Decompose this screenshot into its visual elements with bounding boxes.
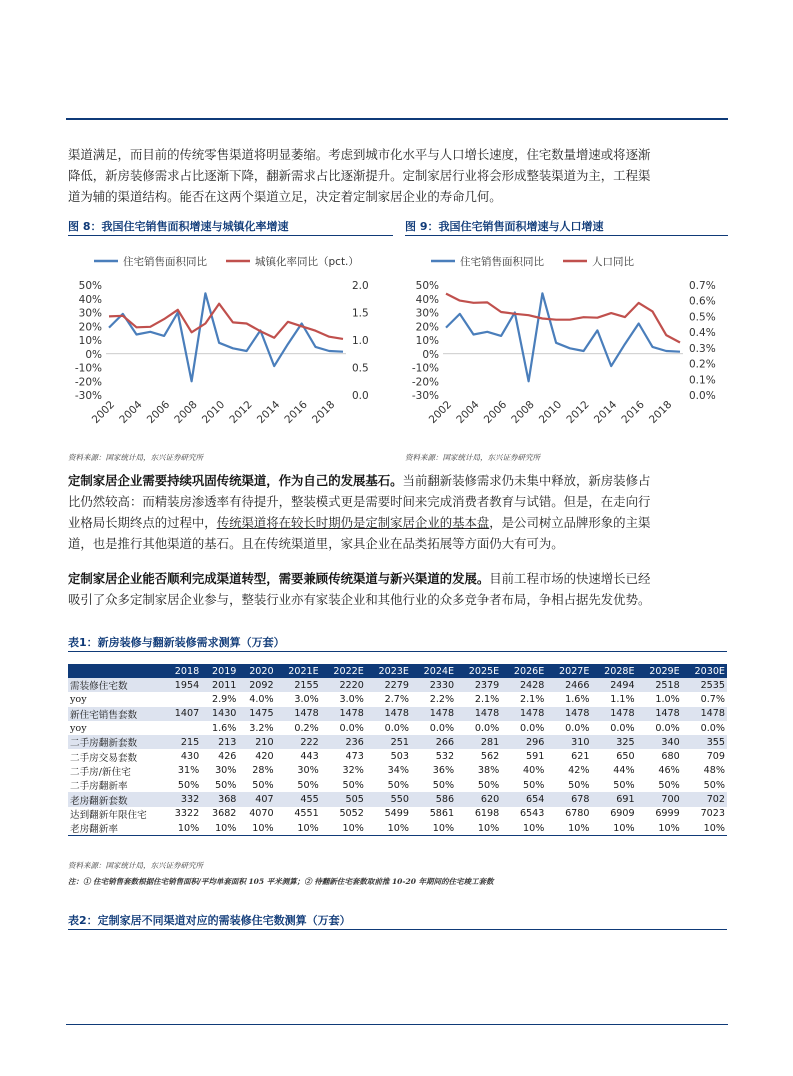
table-cell: 2330 xyxy=(411,678,456,692)
table-cell: 310 xyxy=(546,735,591,749)
table-cell: 50% xyxy=(297,779,319,791)
left-axis-tick: -10% xyxy=(74,362,102,375)
paragraph-bold-lead: 定制家居企业能否顺利完成渠道转型，需要兼顾传统渠道与新兴渠道的发展。 xyxy=(68,571,490,586)
right-axis-tick: 0.4% xyxy=(689,327,716,340)
table-cell: 10% xyxy=(366,821,411,836)
row-label: 新住宅销售套数 xyxy=(68,707,164,721)
table-cell: 3682 xyxy=(211,808,237,820)
table-cell: 2518 xyxy=(637,678,682,692)
table-cell: 700 xyxy=(637,792,682,806)
row-label: 老房翻新率 xyxy=(68,821,164,836)
table-cell: 46% xyxy=(658,765,680,777)
table-cell: 50% xyxy=(177,779,200,791)
table-cell: 1.6% xyxy=(212,722,237,734)
table-cell: 222 xyxy=(276,735,321,749)
x-axis-tick: 2016 xyxy=(282,398,310,427)
table-cell: 473 xyxy=(345,751,364,763)
table-cell: 420 xyxy=(255,751,274,763)
table-cell: 2466 xyxy=(546,678,591,692)
table-cell: 10% xyxy=(637,821,682,836)
right-axis-tick: 0.7% xyxy=(689,280,716,292)
figure-9-title: 图 9：我国住宅销售面积增速与人口增速 xyxy=(405,220,604,233)
figure-8-chart xyxy=(66,245,396,445)
figure-8-source: 资料来源：国家统计局，东兴证券研究所 xyxy=(68,453,203,462)
table-cell: 680 xyxy=(661,751,680,763)
table-cell: 210 xyxy=(238,735,275,749)
table-cell: 6543 xyxy=(519,808,545,820)
paragraph-bold-lead: 定制家居企业需要持续巩固传统渠道，作为自己的发展基石。 xyxy=(68,473,403,488)
table-cell: 550 xyxy=(366,792,411,806)
table-cell: 0.7% xyxy=(700,693,725,705)
left-axis-tick: 0% xyxy=(422,348,439,361)
right-axis-tick: 0.0% xyxy=(689,390,716,402)
x-axis-tick: 2006 xyxy=(481,398,510,427)
right-axis-tick: 0.1% xyxy=(689,374,716,387)
table-header-cell: 2026E xyxy=(501,664,546,678)
row-label: 二手房交易套数 xyxy=(70,752,138,764)
left-axis-tick: -30% xyxy=(74,390,102,402)
table-cell: 296 xyxy=(501,735,546,749)
table-header-cell: 2028E xyxy=(591,664,636,678)
table-header-cell: 2023E xyxy=(366,664,411,678)
table-cell: 281 xyxy=(456,735,501,749)
table-header-cell: 2022E xyxy=(321,664,366,678)
table-cell: 1.1% xyxy=(610,693,635,705)
table-header-cell: 2020 xyxy=(238,664,275,678)
intro-line: 道为辅的渠道结构。能否在这两个渠道立足，决定着定制家居企业的寿命几何。 xyxy=(68,189,502,204)
table-cell: 1478 xyxy=(456,707,501,721)
table-cell: 650 xyxy=(616,751,635,763)
table-cell: 7023 xyxy=(700,808,725,820)
right-axis-tick: 0.3% xyxy=(689,342,716,355)
table-cell: 0.0% xyxy=(519,722,545,734)
x-axis-tick: 2010 xyxy=(536,398,565,427)
table-cell: 332 xyxy=(164,792,201,806)
table-cell: 10% xyxy=(456,821,501,836)
table-row xyxy=(68,707,727,721)
row-label: 二手房翻新率 xyxy=(70,781,128,793)
table-cell: 1478 xyxy=(591,707,636,721)
chart-legend xyxy=(94,255,359,268)
right-axis-tick: 0.2% xyxy=(689,358,716,371)
table-cell: 2220 xyxy=(321,678,366,692)
table-cell: 38% xyxy=(477,765,500,777)
table-cell: 10% xyxy=(546,821,591,836)
table-cell: 532 xyxy=(435,751,455,763)
table-cell: 40% xyxy=(523,765,545,777)
table-1-note: 注：① 住宅销售套数根据住宅销售面积/平均单套面积 105 平米测算；② 待翻新住宅套数取前推 10-20 年期间的住宅竣工套数 xyxy=(68,877,494,886)
table-cell: 1.6% xyxy=(565,693,590,705)
table-cell: 4551 xyxy=(294,808,319,820)
table-cell: 2379 xyxy=(456,678,501,692)
table-cell: 48% xyxy=(703,765,725,777)
table-cell: 0.0% xyxy=(429,722,455,734)
table-cell: 3.2% xyxy=(249,722,274,734)
figure-9-source: 资料来源：国家统计局，东兴证券研究所 xyxy=(405,453,540,462)
table-cell: 0.0% xyxy=(474,722,500,734)
table-cell: 42% xyxy=(568,765,590,777)
table-header-row xyxy=(68,664,727,678)
table-row xyxy=(68,678,727,692)
x-axis-tick: 2002 xyxy=(426,398,455,427)
table-cell: 2.1% xyxy=(474,693,500,705)
table-cell: 407 xyxy=(238,792,275,806)
table-header-cell: 2027E xyxy=(546,664,591,678)
header-rule xyxy=(66,118,728,120)
table-cell: 50% xyxy=(658,779,680,791)
table-cell: 2279 xyxy=(366,678,411,692)
table-cell: 0.0% xyxy=(700,722,725,734)
footer-rule xyxy=(66,1024,728,1025)
table-cell: 236 xyxy=(321,735,366,749)
table-cell: 430 xyxy=(180,751,200,763)
table-cell: 1478 xyxy=(546,707,591,721)
right-axis-tick: 0.5 xyxy=(352,362,369,375)
table-cell: 3322 xyxy=(174,808,200,820)
table-cell: 50% xyxy=(523,779,545,791)
x-axis-tick: 2016 xyxy=(619,398,647,427)
table-1-title: 表1：新房装修与翻新装修需求测算（万套） xyxy=(68,636,285,649)
x-axis-tick: 2008 xyxy=(172,398,200,427)
figure-9-rule xyxy=(405,235,728,236)
table-cell: 1478 xyxy=(501,707,546,721)
table-cell: 1478 xyxy=(411,707,456,721)
table-header-cell: 2029E xyxy=(637,664,682,678)
x-axis-tick: 2006 xyxy=(144,398,173,427)
table-cell: 0.0% xyxy=(384,722,409,734)
left-axis-tick: 50% xyxy=(78,280,102,292)
table-header-cell: 2021E xyxy=(276,664,321,678)
table-cell: 586 xyxy=(411,792,456,806)
left-axis-tick: 10% xyxy=(415,335,439,347)
table-cell: 10% xyxy=(501,821,546,836)
right-axis-tick: 0.5% xyxy=(689,311,716,324)
table-header-cell: 2024E xyxy=(411,664,456,678)
table-cell: 44% xyxy=(613,765,635,777)
table-cell: 503 xyxy=(390,751,409,763)
x-axis-tick: 2018 xyxy=(309,398,338,427)
table-header-cell: 2030E xyxy=(682,664,727,678)
table-header-cell: 2019 xyxy=(201,664,238,678)
underlined-text: 传统渠道将在较长时期仍是定制家居企业的基本盘 xyxy=(216,515,490,530)
table-cell: 443 xyxy=(300,751,319,763)
table-cell: 6999 xyxy=(655,808,680,820)
table-cell: 340 xyxy=(637,735,682,749)
table-cell: 10% xyxy=(321,821,366,836)
left-axis-tick: 10% xyxy=(78,335,102,347)
table-row xyxy=(68,778,727,792)
table-cell: 621 xyxy=(571,751,590,763)
table-cell: 10% xyxy=(682,821,727,836)
left-axis-tick: 40% xyxy=(415,293,439,306)
table-cell: 34% xyxy=(387,765,409,777)
table-cell: 31% xyxy=(177,765,200,777)
paragraph-text: 吸引了众多定制家居企业参与，整装行业亦有家装企业和其他行业的众多竞争者布局，争相占据先发优势。 xyxy=(68,592,651,607)
right-axis-tick: 1.0 xyxy=(352,335,369,347)
table-row xyxy=(68,807,727,821)
table-cell: 426 xyxy=(218,751,237,763)
table-cell: 1478 xyxy=(637,707,682,721)
x-axis-tick: 2010 xyxy=(199,398,228,427)
table-cell: 1954 xyxy=(164,678,201,692)
table-cell: 50% xyxy=(215,779,237,791)
table-cell: 1407 xyxy=(164,707,201,721)
table-cell: 6198 xyxy=(474,808,500,820)
table-cell: 4070 xyxy=(249,808,274,820)
table-cell: 5499 xyxy=(384,808,409,820)
paragraph-text: 目前工程市场的快速增长已经 xyxy=(489,571,651,586)
right-axis-tick: 2.0 xyxy=(352,280,369,292)
table-cell: 691 xyxy=(591,792,636,806)
table-cell: 30% xyxy=(215,765,237,777)
right-axis-tick: 0.6% xyxy=(689,295,716,308)
table-cell: 28% xyxy=(252,765,274,777)
table-cell: 620 xyxy=(456,792,501,806)
table-cell: 213 xyxy=(201,735,238,749)
figure-8-title: 图 8：我国住宅销售面积增速与城镇化率增速 xyxy=(68,220,289,233)
table-cell: 2535 xyxy=(682,678,727,692)
table-cell: 1478 xyxy=(321,707,366,721)
paragraph-traditional-channel xyxy=(68,470,728,554)
table-cell: 2011 xyxy=(201,678,238,692)
table-cell: 1478 xyxy=(682,707,727,721)
row-label: 需装修住宅数 xyxy=(68,678,164,692)
left-axis-tick: 20% xyxy=(415,321,439,334)
table-cell: 6909 xyxy=(610,808,635,820)
table-row xyxy=(68,792,727,806)
left-axis-tick: 30% xyxy=(78,307,102,320)
x-axis-tick: 2002 xyxy=(89,398,118,427)
table-row xyxy=(68,692,727,706)
table-cell: 0.0% xyxy=(339,722,364,734)
table-cell: 562 xyxy=(480,751,500,763)
table-cell: 368 xyxy=(201,792,238,806)
table-row xyxy=(68,764,727,778)
paragraph-text: 比仍然较高：而精装房渗透率有待提升，整装模式更是需要时间来完成消费者教育与试错。但是，在走向行 xyxy=(68,494,651,509)
table-cell: 709 xyxy=(706,751,725,763)
left-axis-tick: 40% xyxy=(78,293,102,306)
table-cell: 36% xyxy=(432,765,455,777)
table-cell: 1478 xyxy=(276,707,321,721)
chart-legend xyxy=(431,255,634,268)
intro-line: 渠道满足，而目前的传统零售渠道将明显萎缩。考虑到城市化水平与人口增长速度，住宅数量增速或将逐渐 xyxy=(68,147,651,162)
table-cell: 678 xyxy=(546,792,591,806)
table-1 xyxy=(68,664,727,836)
table-cell: 5861 xyxy=(429,808,455,820)
figure-8-rule xyxy=(68,235,393,236)
table-cell: 702 xyxy=(682,792,727,806)
table-cell: 10% xyxy=(238,821,275,836)
table-cell: 2428 xyxy=(501,678,546,692)
left-axis-tick: -20% xyxy=(74,376,102,389)
x-axis-tick: 2014 xyxy=(591,398,620,427)
row-label: 达到翻新年限住宅 xyxy=(70,809,147,821)
table-cell: 251 xyxy=(366,735,411,749)
table-cell: 2.1% xyxy=(519,693,545,705)
row-label: 老房翻新套数 xyxy=(68,792,164,806)
row-label: yoy xyxy=(70,722,87,734)
x-axis-tick: 2008 xyxy=(509,398,537,427)
table-cell: 10% xyxy=(411,821,456,836)
left-axis-tick: -10% xyxy=(411,362,439,375)
table-row xyxy=(68,821,727,836)
table-cell: 5052 xyxy=(339,808,364,820)
row-label: 二手房翻新套数 xyxy=(68,735,164,749)
table-cell: 505 xyxy=(321,792,366,806)
table-cell xyxy=(164,692,201,706)
table-cell: 2092 xyxy=(238,678,275,692)
table-2-title: 表2：定制家居不同渠道对应的需装修住宅数测算（万套） xyxy=(68,914,351,927)
x-axis-tick: 2012 xyxy=(227,398,255,427)
table-cell: 1.0% xyxy=(655,693,680,705)
paragraph-text: 业格局长期终点的过程中， xyxy=(68,515,217,530)
table-cell: 355 xyxy=(682,735,727,749)
table-cell: 50% xyxy=(703,779,725,791)
table-cell: 10% xyxy=(201,821,238,836)
table-cell: 50% xyxy=(613,779,635,791)
table-cell: 2155 xyxy=(276,678,321,692)
table-cell: 10% xyxy=(591,821,636,836)
table-2-rule xyxy=(68,929,727,930)
paragraph-channel-transition xyxy=(68,568,728,610)
x-axis-tick: 2018 xyxy=(646,398,675,427)
legend-label: 城镇化率同比（pct.） xyxy=(255,256,359,268)
table-cell: 1475 xyxy=(238,707,275,721)
table-cell: 2.2% xyxy=(429,693,455,705)
table-cell: 4.0% xyxy=(249,693,274,705)
table-cell: 50% xyxy=(477,779,500,791)
legend-label: 人口同比 xyxy=(592,256,634,268)
table-cell: 6780 xyxy=(565,808,590,820)
left-axis-tick: 0% xyxy=(85,348,102,361)
table-cell: 50% xyxy=(342,779,364,791)
table-cell: 0.0% xyxy=(565,722,590,734)
table-1-rule xyxy=(68,651,727,652)
table-cell: 1478 xyxy=(366,707,411,721)
table-cell xyxy=(164,721,201,735)
x-axis-tick: 2014 xyxy=(254,398,283,427)
row-label: 二手房/新住宅 xyxy=(70,766,131,778)
table-cell: 455 xyxy=(276,792,321,806)
table-cell: 3.0% xyxy=(294,693,319,705)
table-cell: 215 xyxy=(164,735,201,749)
right-axis-tick: 1.5 xyxy=(352,307,369,320)
x-axis-tick: 2012 xyxy=(564,398,592,427)
left-axis-tick: 30% xyxy=(415,307,439,320)
table-cell: 591 xyxy=(526,751,545,763)
left-axis-tick: -20% xyxy=(411,376,439,389)
right-axis-tick: 0.0 xyxy=(352,390,369,402)
table-cell: 654 xyxy=(501,792,546,806)
x-axis-tick: 2004 xyxy=(117,398,145,427)
table-cell: 50% xyxy=(387,779,409,791)
legend-label: 住宅销售面积同比 xyxy=(123,256,207,268)
table-cell: 1430 xyxy=(201,707,238,721)
table-cell: 2494 xyxy=(591,678,636,692)
row-label: yoy xyxy=(70,693,87,705)
intro-paragraph xyxy=(68,144,728,207)
figure-9-chart xyxy=(403,245,733,445)
x-axis-tick: 2004 xyxy=(454,398,482,427)
table-cell: 50% xyxy=(252,779,274,791)
table-header-cell: 2018 xyxy=(164,664,201,678)
table-cell: 32% xyxy=(342,765,364,777)
series-line xyxy=(109,293,343,381)
table-row xyxy=(68,721,727,735)
left-axis-tick: 50% xyxy=(415,280,439,292)
table-cell: 50% xyxy=(568,779,590,791)
left-axis-tick: -30% xyxy=(411,390,439,402)
legend-label: 住宅销售面积同比 xyxy=(460,256,544,268)
table-cell: 3.0% xyxy=(339,693,364,705)
table-cell: 30% xyxy=(297,765,319,777)
table-cell: 2.9% xyxy=(212,693,237,705)
table-row xyxy=(68,735,727,749)
table-cell: 0.2% xyxy=(294,722,319,734)
table-cell: 10% xyxy=(276,821,321,836)
table-1-source: 资料来源：国家统计局，东兴证券研究所 xyxy=(68,861,203,870)
paragraph-text: 当前翻新装修需求仍未集中释放，新房装修占 xyxy=(402,473,651,488)
paragraph-text: ，是公司树立品牌形象的主渠 xyxy=(489,515,651,530)
table-cell: 10% xyxy=(164,821,201,836)
left-axis-tick: 20% xyxy=(78,321,102,334)
table-cell: 0.0% xyxy=(610,722,635,734)
table-cell: 266 xyxy=(411,735,456,749)
intro-line: 降低，新房装修需求占比逐渐下降，翻新需求占比逐渐提升。定制家居行业将会形成整装渠道为主，工程渠 xyxy=(68,168,651,183)
table-cell: 0.0% xyxy=(655,722,680,734)
table-cell: 50% xyxy=(432,779,455,791)
table-row xyxy=(68,749,727,763)
table-cell: 325 xyxy=(591,735,636,749)
paragraph-text: 道，也是推行其他渠道的基石。且在传统渠道里，家具企业在品类拓展等方面仍大有可为。 xyxy=(68,536,564,551)
table-cell: 2.7% xyxy=(384,693,409,705)
table-header-cell: 2025E xyxy=(456,664,501,678)
table-header-blank xyxy=(68,664,164,678)
